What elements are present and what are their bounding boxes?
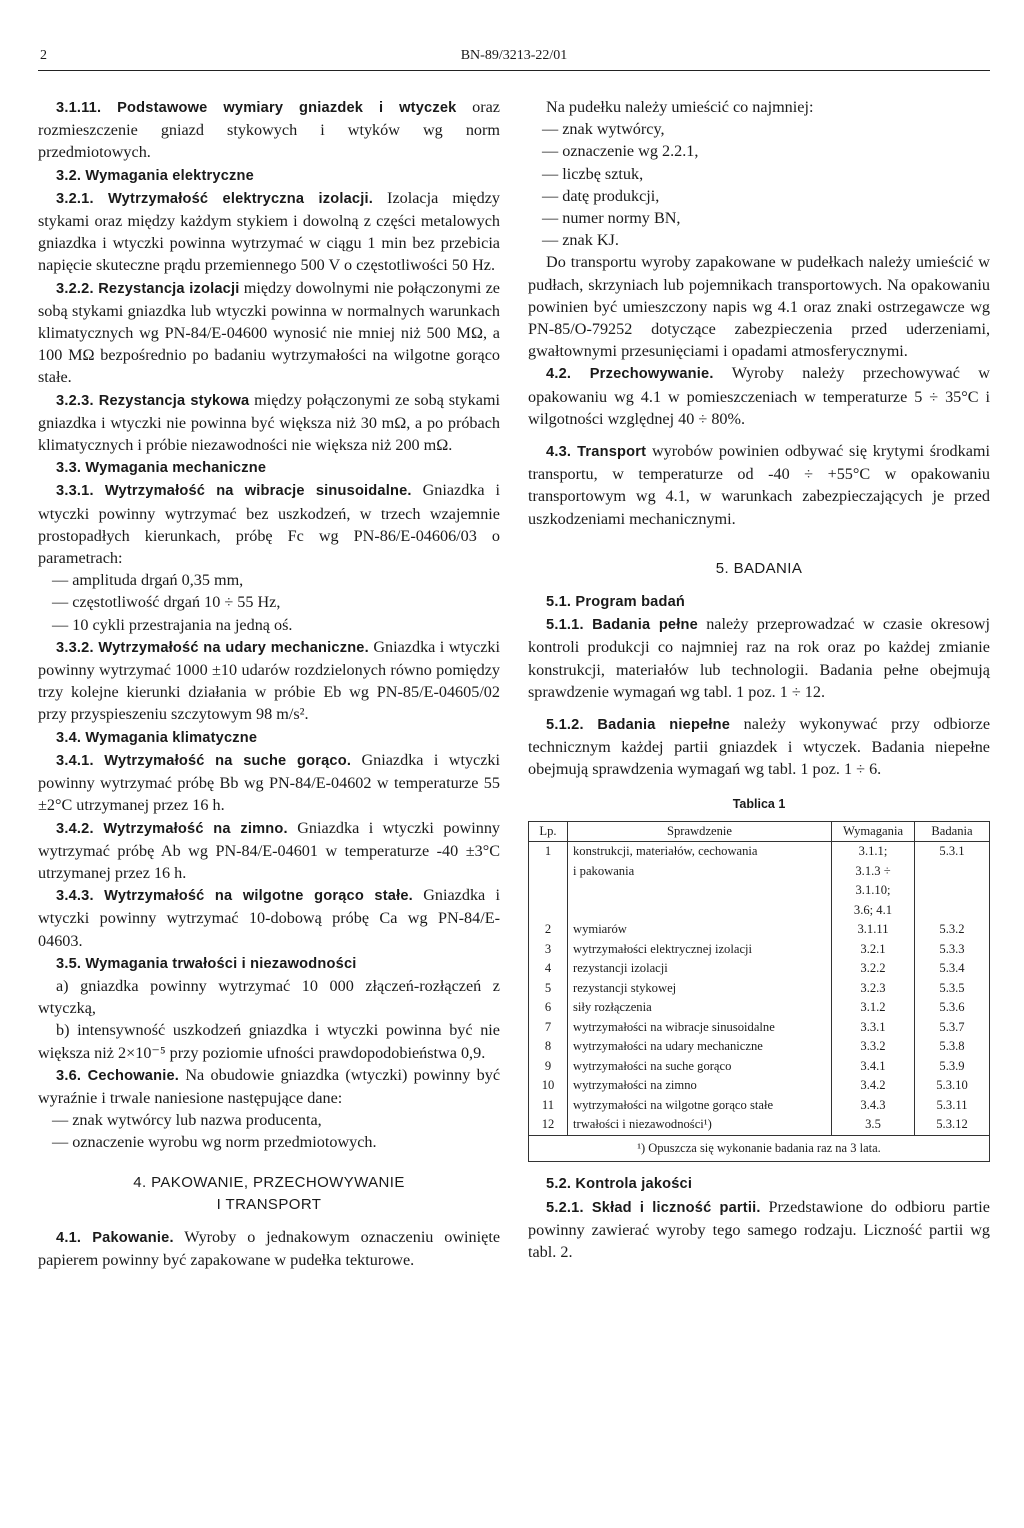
table-row: i pakowania 3.1.3 ÷ — [529, 862, 990, 882]
table-footnote: ¹) Opuszcza się wykonanie badania raz na 3 lata. — [529, 1135, 990, 1162]
paragraph-3-1-11: 3.1.11. Podstawowe wymiary gniazdek i wtyczek oraz rozmieszczenie gniazd stykowych i wtyków wg norm przedmiotowych. — [38, 98, 500, 162]
paragraph-3-3-1: 3.3.1. Wytrzymałość na wibracje sinusoidalne. Gniazdka i wtyczki powinny wytrzymać bez uszkodzeń, w trzech wzajemnie prostopadłych kierunkach, próbę Fc wg PN-86/E-04606/03 o parametrach: — [38, 481, 500, 568]
paragraph-3-6: 3.6. Cechowanie. Na obudowie gniazdka (wtyczki) powinny być wyraźnie i trwale naniesione następujące dane: — [38, 1065, 500, 1107]
table-row: 3.6; 4.1 — [529, 901, 990, 921]
table-row: 10 wytrzymałości na zimno 3.4.2 5.3.10 — [529, 1076, 990, 1096]
table-row: 3 wytrzymałości elektrycznej izolacji 3.2.1 5.3.3 — [529, 940, 990, 960]
section-4-title-line2: I TRANSPORT — [216, 1195, 322, 1213]
table-row: 11 wytrzymałości na wilgotne gorąco stałe 3.4.3 5.3.11 — [529, 1096, 990, 1116]
table-row: 3.1.10; — [529, 881, 990, 901]
table-row: 7 wytrzymałości na wibracje sinusoidalne 3.3.1 5.3.7 — [529, 1018, 990, 1038]
left-column — [38, 96, 500, 1271]
page-number: 2 — [40, 48, 47, 63]
list-item: — numer normy BN, — [542, 209, 681, 228]
paragraph-4-3: 4.3. Transport wyrobów powinien odbywać się krytymi środkami transportu, w temperaturze od -40 ÷ +55°C w opakowaniu transportowym wg 4.1, w warunkach zabezpieczających je przed uszkodzeniami mechanicznymi. — [528, 442, 990, 528]
paragraph-transport-packaging: Do transportu wyroby zapakowane w pudełkach należy umieścić w pudłach, skrzyniach lub pojemnikach transportowych. Na opakowaniu powinien być umieszczony napis wg 4.1 oraz znaki ostrzegawcze wg PN-85/O-79252 dotyczące zabezpieczenia przed uderzeniami, gwałtownymi przesunięciami i opadami atmosferycznymi. — [528, 253, 990, 361]
col-header-lp: Lp. — [529, 821, 568, 842]
page-header — [38, 44, 990, 71]
heading-3-2: 3.2. Wymagania elektryczne — [56, 167, 254, 184]
table-row: 2 wymiarów 3.1.11 5.3.2 — [529, 920, 990, 940]
table-footnote-row — [529, 1135, 990, 1162]
list-item: — częstotliwość drgań 10 ÷ 55 Hz, — [52, 593, 281, 612]
paragraph-5-1-2: 5.1.2. Badania niepełne należy wykonywać przy odbiorze technicznym każdej partii gniazdek i wtyczek. Badania niepełne obejmują sprawdzenia wymagań wg tabl. 1 poz. 1 ÷ 6. — [528, 715, 990, 779]
paragraph-5-1-1: 5.1.1. Badania pełne należy przeprowadzać w czasie okresowj kontroli produkcji co najmniej raz na rok oraz po każdej zmianie konstrukcji, materiałów lub technologii. Badania pełne obejmują sprawdzenie wymagań wg tabl. 1 poz. 1 ÷ 12. — [528, 615, 990, 701]
table-row: 8 wytrzymałości na udary mechaniczne 3.3.2 5.3.8 — [529, 1037, 990, 1057]
section-4-title: 4. PAKOWANIE, PRZECHOWYWANIE — [133, 1173, 405, 1191]
list-item: — znak KJ. — [542, 231, 619, 250]
list-item: — amplituda drgań 0,35 mm, — [52, 571, 244, 590]
heading-3-5: 3.5. Wymagania trwałości i niezawodności — [56, 955, 357, 972]
paragraph-3-4-2: 3.4.2. Wytrzymałość na zimno. Gniazdka i wtyczki powinny wytrzymać próbę Ab wg PN-84/E-04601 w temperaturze -40 ±3°C utrzymanej przez 16 h. — [38, 818, 501, 882]
heading-3-3: 3.3. Wymagania mechaniczne — [56, 460, 267, 477]
list-item: — oznaczenie wg 2.2.1, — [542, 142, 699, 161]
table-row: 4 rezystancji izolacji 3.2.2 5.3.4 — [529, 959, 990, 979]
paragraph-3-2-2: 3.2.2. Rezystancja izolacji między dowolnymi nie połączonymi ze sobą stykami gniazdka lub wtyczki powinna w normalnych warunkach klimatycznych wg PN-84/E-04600 wynosić nie mniej niż 500 MΩ, a 100 MΩ bezpośrednio po badaniu wytrzymałości na wilgotne gorąco stałe. — [38, 278, 500, 387]
paragraph-5-2-1: 5.2.1. Skład i liczność partii. Przedstawione do odbioru partie powinny zawierać wyroby tego samego rodzaju. Liczność partii wg tabl. 2. — [528, 1197, 990, 1261]
table-row: 6 siły rozłączenia 3.1.2 5.3.6 — [529, 998, 990, 1018]
list-item: — znak wytwórcy lub nazwa producenta, — [52, 1111, 322, 1130]
list-item: — 10 cykli przestrajania na jedną oś. — [52, 615, 293, 634]
list-item: — oznaczenie wyrobu wg norm przedmiotowych. — [52, 1133, 377, 1152]
paragraph-intro: Na pudełku należy umieścić co najmniej: — [546, 98, 814, 116]
list-item: — liczbę sztuk, — [542, 164, 644, 183]
right-column — [528, 96, 990, 1263]
paragraph-3-4-1: 3.4.1. Wytrzymałość na suche gorąco. Gniazdka i wtyczki powinny wytrzymać próbę Bb wg PN-84/E-04602 w temperaturze 55 ±2°C utrzymanej przez 16 h. — [38, 750, 500, 815]
table-caption: Tablica 1 — [732, 796, 786, 811]
paragraph-3-4-3: 3.4.3. Wytrzymałość na wilgotne gorąco stałe. Gniazdka i wtyczki powinny wytrzymać 10-dobową próbę Ca wg PN-84/E-04603. — [38, 886, 500, 950]
table-row: 1 konstrukcji, materiałów, cechowania 3.1.1; 5.3.1 — [529, 842, 990, 862]
paragraph-3-2-1: 3.2.1. Wytrzymałość elektryczna izolacji. Izolacja między stykami oraz między każdym stykiem i dowolną z części metalowych gniazdka i wtyczki powinna wytrzymać w ciągu 1 min bez przebicia napięcie skuteczne prądu przemiennego 500 V o częstotliwości 50 Hz. — [38, 188, 500, 275]
section-5-title: 5. BADANIA — [715, 559, 803, 577]
list-item: — znak wytwórcy, — [542, 120, 665, 139]
list-item: a) gniazdka powinny wytrzymać 10 000 złączeń-rozłączeń z wtyczką, — [38, 976, 500, 1018]
paragraph-4-1: 4.1. Pakowanie. Wyroby o jednakowym oznaczeniu owinięte papierem powinny być zapakowane w pudełka tekturowe. — [38, 1227, 500, 1269]
paragraph-4-2: 4.2. Przechowywanie. Wyroby należy przechowywać w opakowaniu wg 4.1 w pomieszczeniach w temperaturze 5 ÷ 35°C i wilgotności względnej 40 ÷ 80%. — [528, 364, 990, 428]
list-item: — datę produkcji, — [542, 186, 660, 205]
document-code: BN-89/3213-22/01 — [460, 48, 568, 63]
list-item: b) intensywność uszkodzeń gniazdka i wtyczki powinna być nie większa niż 2×10⁻⁵ przy poziomie ufności prawdopodobieństwa 0,9. — [38, 1021, 500, 1062]
col-header-sprawdzenie: Sprawdzenie — [568, 821, 832, 842]
table-row: 5 rezystancji stykowej 3.2.3 5.3.5 — [529, 979, 990, 999]
heading-3-4: 3.4. Wymagania klimatyczne — [56, 729, 258, 746]
table-1 — [528, 821, 990, 1163]
col-header-badania: Badania — [915, 821, 990, 842]
table-header-row — [529, 821, 990, 842]
table-row: 12 trwałości i niezawodności¹) 3.5 5.3.12 — [529, 1115, 990, 1135]
heading-5-2: 5.2. Kontrola jakości — [546, 1176, 693, 1193]
heading-5-1: 5.1. Program badań — [546, 594, 686, 611]
col-header-wymagania: Wymagania — [832, 821, 915, 842]
table-row: 9 wytrzymałości na suche gorąco 3.4.1 5.3.9 — [529, 1057, 990, 1077]
paragraph-3-2-3: 3.2.3. Rezystancja stykowa między połączonymi ze sobą stykami gniazdka i wtyczki nie powinna być większa niż 30 mΩ, a po próbach klimatycznych i próbie niezawodności nie większa niż 200 mΩ. — [38, 390, 500, 455]
paragraph-3-3-2: 3.3.2. Wytrzymałość na udary mechaniczne. Gniazdka i wtyczki powinny wytrzymać 1000 ±10 udarów rozdzielonych równo pomiędzy trzy kolejne kierunki działania w próbie Eb wg PN-85/E-04605/02 przy przyspieszeniu szczytowym 98 m/s². — [38, 637, 500, 724]
